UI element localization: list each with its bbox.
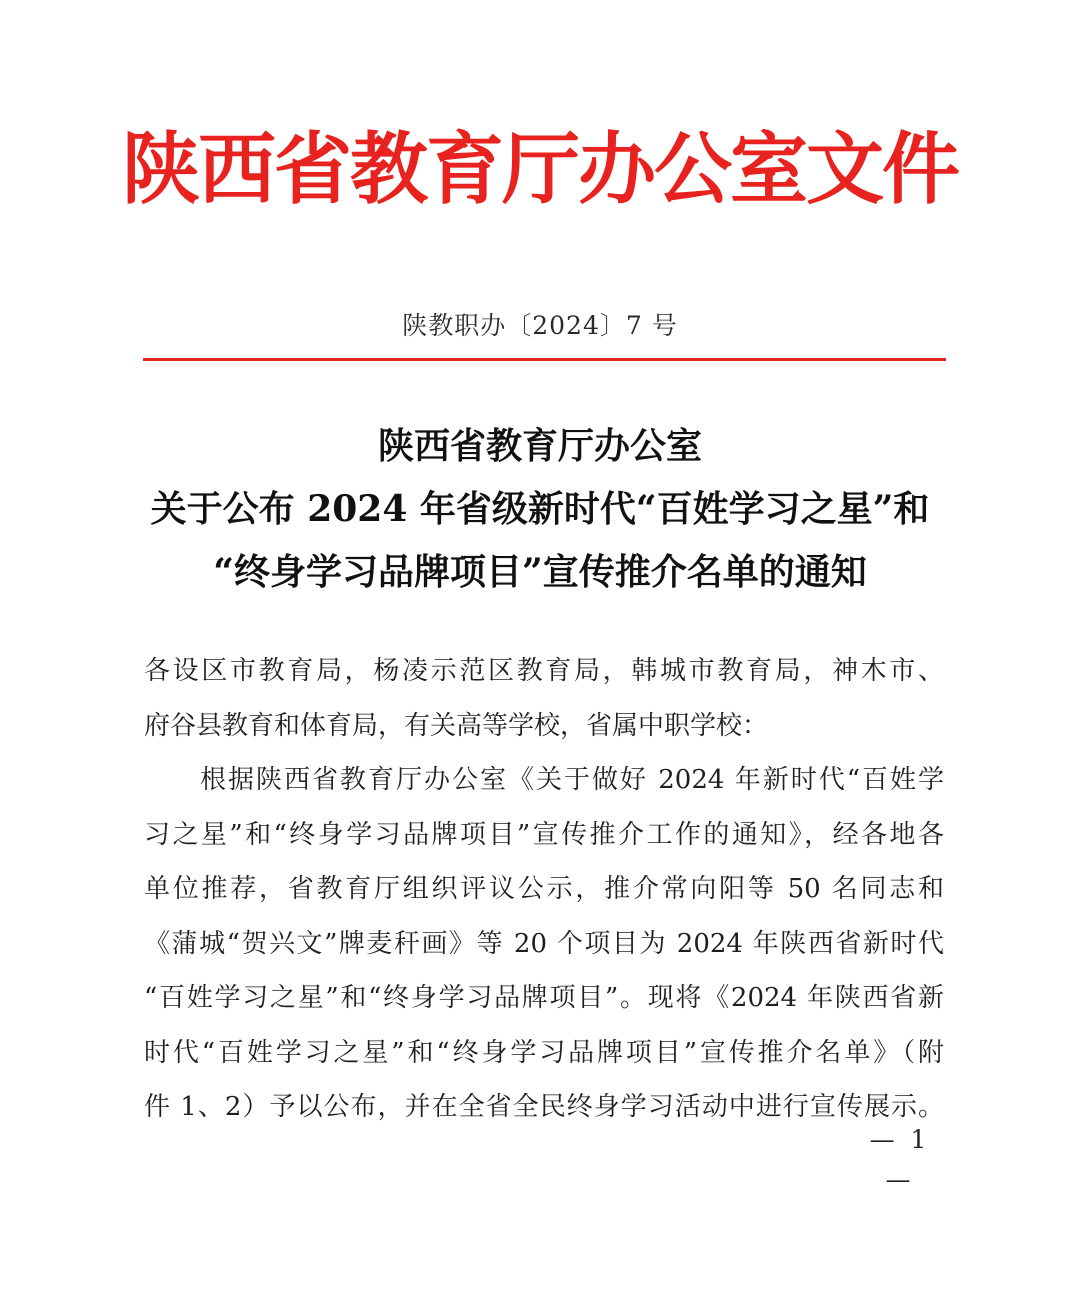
body-line-paragraph-5: “百姓学习之星”和“终身学习品牌项目”。现将《2024 年陕西省新 (144, 983, 944, 1013)
document-masthead: 陕西省教育厅办公室文件 (121, 124, 958, 215)
body-line-paragraph-3: 单位推荐，省教育厅组织评议公示，推介常向阳等 50 名同志和 (144, 874, 944, 904)
red-divider-rule (143, 358, 946, 361)
body-line-paragraph-2: 习之星”和“终身学习品牌项目”宣传推介工作的通知》，经各地各 (144, 819, 944, 850)
title-line-1: 陕西省教育厅办公室 (377, 425, 702, 467)
notice-body (144, 644, 944, 1135)
body-line-paragraph-4: 《蒲城“贺兴文”牌麦秆画》等 20 个项目为 2024 年陕西省新时代 (144, 928, 944, 959)
body-line-paragraph-1: 根据陕西省教育厅办公室《关于做好 2024 年新时代“百姓学 (200, 765, 944, 795)
title-line-3: “终身学习品牌项目”宣传推介名单的通知 (213, 551, 867, 593)
body-line-paragraph-7: 件 1、2）予以公布，并在全省全民终身学习活动中进行宣传展示。 (144, 1092, 944, 1122)
page-number: — 1 — (869, 1125, 931, 1194)
body-line-recipients-1: 各设区市教育局，杨凌示范区教育局，韩城市教育局，神木市、 (144, 656, 944, 686)
body-line-recipients-2: 府谷县教育和体育局，有关高等学校，省属中职学校： (144, 710, 769, 741)
document-number: 陕教职办〔2024〕7 号 (402, 311, 678, 340)
title-line-2: 关于公布 2024 年省级新时代“百姓学习之星”和 (150, 488, 930, 530)
notice-title (100, 415, 980, 604)
body-line-paragraph-6: 时代“百姓学习之星”和“终身学习品牌项目”宣传推介名单》（附 (144, 1037, 944, 1068)
